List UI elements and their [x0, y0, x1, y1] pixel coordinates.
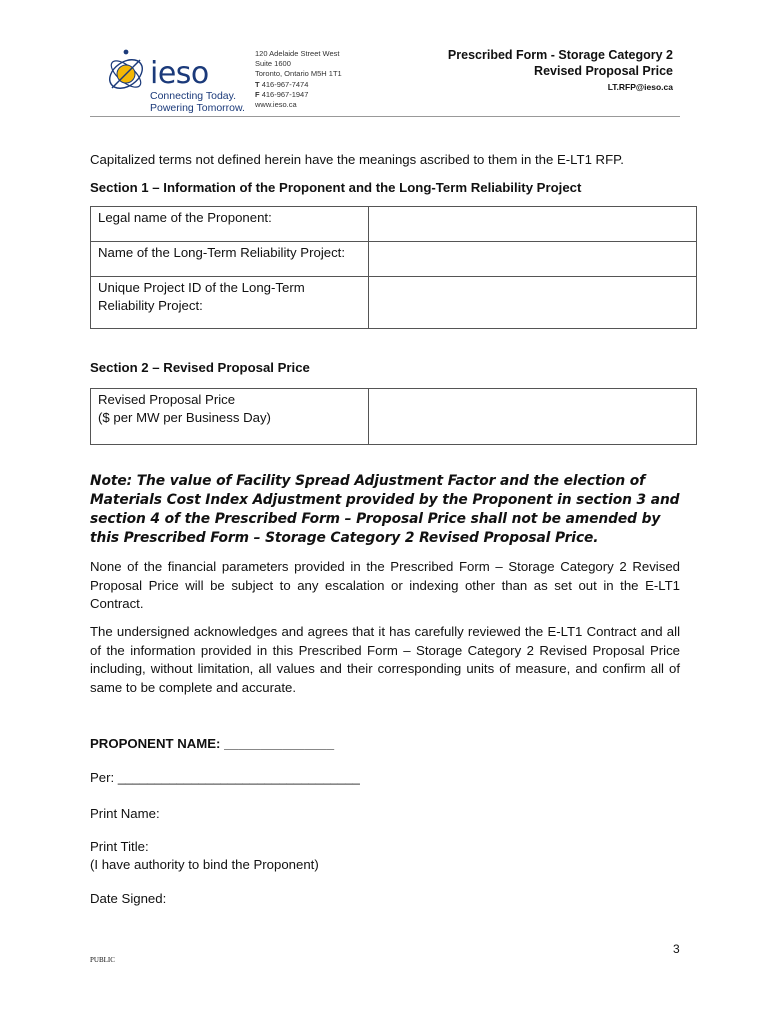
logo-tagline: [150, 90, 245, 114]
print-title-label: Print Title:: [90, 839, 149, 854]
header-divider: [90, 116, 680, 117]
table-row: [91, 207, 697, 242]
address-phone: T 416-967-7474: [255, 79, 309, 89]
paragraph-escalation: None of the financial parameters provided in the Prescribed Form – Storage Category 2 Revised Proposal Price will be subject to any escalation or indexing other than as set out in the E-LT1 Contract.: [90, 559, 680, 611]
per-line[interactable]: Per: _________________________________: [90, 770, 360, 785]
footer-classification: PUBLIC: [90, 956, 115, 964]
date-signed-label: Date Signed:: [90, 891, 167, 906]
section2-heading: Section 2 – Revised Proposal Price: [90, 360, 310, 375]
table-row: [91, 277, 697, 329]
address-fax: F 416-967-1947: [255, 89, 309, 99]
table-row: [91, 389, 697, 445]
section2-table: [90, 388, 697, 445]
page-number: 3: [673, 942, 680, 956]
header-title-block: [448, 47, 673, 92]
header-email[interactable]: LT.RFP@ieso.ca: [607, 82, 673, 92]
project-id-field[interactable]: [369, 277, 697, 329]
project-name-field[interactable]: [369, 242, 697, 277]
address-line-1: 120 Adelaide Street West: [255, 49, 340, 58]
authority-note: (I have authority to bind the Proponent): [90, 857, 319, 872]
legal-name-label: Legal name of the Proponent:: [91, 207, 369, 242]
header-title-1: Prescribed Form - Storage Category 2: [447, 48, 673, 62]
tagline-line-2: Powering Tomorrow.: [150, 102, 245, 114]
address-line-2: Suite 1600: [255, 59, 291, 69]
note-text: Note: The value of Facility Spread Adjustment Factor and the election of Materials Cost Index Adjustment provided by the Proponent in section 3 and section 4 of the Prescribed Form – Proposal Price shall not be amended by this Prescribed Form – Storage Category 2 Revised Proposal Price.: [90, 473, 680, 546]
logo-wordmark: ieso: [150, 56, 209, 91]
revised-price-field[interactable]: [369, 389, 697, 445]
intro-text: Capitalized terms not defined herein have the meanings ascribed to them in the E-LT1 RFP.: [90, 152, 624, 167]
tagline-line-1: Connecting Today.: [150, 90, 237, 102]
address-web[interactable]: www.ieso.ca: [255, 100, 297, 110]
header-address: [255, 49, 342, 110]
header-title-2: Revised Proposal Price: [534, 64, 673, 78]
paragraph-acknowledgement: The undersigned acknowledges and agrees that it has carefully reviewed the E-LT1 Contract and all of the information provided in this Prescribed Form – Storage Category 2 Revised Proposal Price including, without limitation, all values and their corresponding units of measure, and confirm all of same to be complete and accurate.: [90, 624, 680, 695]
proponent-name-line[interactable]: PROPONENT NAME: _______________: [90, 736, 335, 751]
section1-table: [90, 206, 697, 329]
table-row: [91, 242, 697, 277]
legal-name-field[interactable]: [369, 207, 697, 242]
revised-price-label: Revised Proposal Price ($ per MW per Business Day): [91, 389, 369, 445]
print-name-label: Print Name:: [90, 806, 160, 821]
section1-heading: Section 1 – Information of the Proponent and the Long-Term Reliability Project: [90, 180, 582, 195]
project-id-label: Unique Project ID of the Long-Term Reliability Project:: [91, 277, 369, 329]
project-name-label: Name of the Long-Term Reliability Project:: [91, 242, 369, 277]
address-line-3: Toronto, Ontario M5H 1T1: [255, 69, 342, 79]
